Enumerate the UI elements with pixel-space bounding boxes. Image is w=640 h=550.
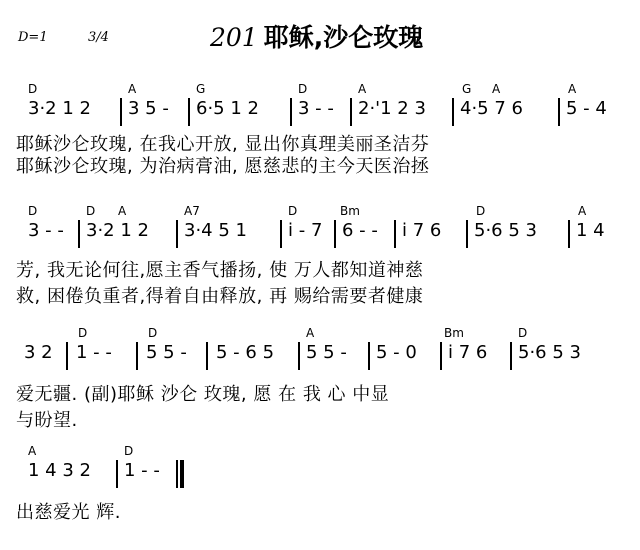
barline bbox=[78, 220, 80, 248]
final-barline-thick bbox=[180, 460, 184, 488]
key-signature: D=1 bbox=[18, 30, 48, 45]
lyric-verse-1: 耶稣沙仑玫瑰, 在我心开放, 显出你真理美丽圣洁芬 bbox=[16, 134, 430, 155]
chord: D bbox=[28, 204, 38, 218]
song-title-block bbox=[210, 18, 423, 54]
barline bbox=[66, 342, 68, 370]
measure: 5·6 5 3 bbox=[474, 220, 537, 241]
barline bbox=[188, 98, 190, 126]
measure: 5 - 0 bbox=[376, 342, 417, 363]
barline bbox=[350, 98, 352, 126]
measure: 3·2 1 2 bbox=[86, 220, 149, 241]
chord: A bbox=[358, 82, 367, 96]
measure: 5 5 - bbox=[146, 342, 187, 363]
measure: 1 - - bbox=[124, 460, 160, 481]
chord: Bm bbox=[444, 326, 464, 340]
measure: 5·6 5 3 bbox=[518, 342, 581, 363]
final-barline-thin bbox=[176, 460, 178, 488]
barline bbox=[176, 220, 178, 248]
measure: 4·5 7 6 bbox=[460, 98, 523, 119]
chord: A bbox=[128, 82, 137, 96]
lyric-verse-1: 出慈爱光 辉. bbox=[16, 502, 121, 523]
measure: 3 5 - bbox=[128, 98, 169, 119]
measure: 5 - 4 bbox=[566, 98, 607, 119]
lyric-verse-2: 与盼望. bbox=[16, 410, 78, 431]
measure: 3 - - bbox=[298, 98, 334, 119]
chord: A bbox=[118, 204, 127, 218]
chord: A bbox=[28, 444, 37, 458]
lyric-verse-2: 救, 困倦负重者,得着自由释放, 再 赐给需要者健康 bbox=[16, 286, 424, 307]
notation-row bbox=[0, 460, 640, 490]
measure: 5 5 - bbox=[306, 342, 347, 363]
barline bbox=[298, 342, 300, 370]
chord-row bbox=[0, 444, 640, 458]
chord-row bbox=[0, 326, 640, 340]
barline bbox=[510, 342, 512, 370]
barline bbox=[368, 342, 370, 370]
chord: A bbox=[306, 326, 315, 340]
chord: D bbox=[86, 204, 96, 218]
song-title: 耶稣,沙仑玫瑰 bbox=[263, 23, 424, 52]
chord: D bbox=[124, 444, 134, 458]
lyric-verse-1: 芳, 我无论何往,愿主香气播扬, 使 万人都知道神慈 bbox=[16, 260, 424, 281]
lyric-verse-2: 耶稣沙仑玫瑰, 为治病膏油, 愿慈悲的主今天医治拯 bbox=[16, 156, 430, 177]
chord: Bm bbox=[340, 204, 360, 218]
barline bbox=[280, 220, 282, 248]
notation-row bbox=[0, 98, 640, 128]
barline bbox=[558, 98, 560, 126]
barline bbox=[136, 342, 138, 370]
chord-row bbox=[0, 204, 640, 218]
chord: G bbox=[196, 82, 206, 96]
music-system-2 bbox=[0, 204, 640, 307]
chord: A bbox=[578, 204, 587, 218]
barline bbox=[394, 220, 396, 248]
chord: D bbox=[476, 204, 486, 218]
measure: i - 7 bbox=[288, 220, 323, 241]
barline bbox=[290, 98, 292, 126]
chord: D bbox=[288, 204, 298, 218]
notation-row bbox=[0, 342, 640, 372]
measure: i 7 6 bbox=[402, 220, 442, 241]
time-signature: 3/4 bbox=[88, 30, 109, 45]
measure: 1 4 3 2 bbox=[28, 460, 91, 481]
chord: G bbox=[462, 82, 472, 96]
chord: D bbox=[28, 82, 38, 96]
measure: 6 - - bbox=[342, 220, 378, 241]
barline bbox=[206, 342, 208, 370]
chord: D bbox=[298, 82, 308, 96]
music-system-3 bbox=[0, 326, 640, 431]
measure: 3·4 5 1 bbox=[184, 220, 247, 241]
measure: 6·5 1 2 bbox=[196, 98, 259, 119]
measure: 3 - - bbox=[28, 220, 64, 241]
barline bbox=[466, 220, 468, 248]
measure: 2·'1 2 3 bbox=[358, 98, 426, 119]
chord: A bbox=[492, 82, 501, 96]
measure: 5 - 6 5 bbox=[216, 342, 275, 363]
music-system-4 bbox=[0, 444, 640, 524]
lyric-verse-1: 爱无疆. (副)耶稣 沙仑 玫瑰, 愿 在 我 心 中显 bbox=[16, 384, 390, 405]
chord: A bbox=[568, 82, 577, 96]
measure: 1 - - bbox=[76, 342, 112, 363]
barline bbox=[440, 342, 442, 370]
chord: D bbox=[78, 326, 88, 340]
barline bbox=[568, 220, 570, 248]
barline bbox=[334, 220, 336, 248]
notation-row bbox=[0, 220, 640, 250]
barline bbox=[120, 98, 122, 126]
hymn-number: 201 bbox=[210, 23, 258, 52]
barline bbox=[452, 98, 454, 126]
barline bbox=[116, 460, 118, 488]
chord: D bbox=[518, 326, 528, 340]
chord-row bbox=[0, 82, 640, 96]
measure: i 7 6 bbox=[448, 342, 488, 363]
measure: 3·2 1 2 bbox=[28, 98, 91, 119]
measure: 3 2 bbox=[24, 342, 53, 363]
measure: 1 4 bbox=[576, 220, 605, 241]
chord: D bbox=[148, 326, 158, 340]
music-system-1 bbox=[0, 82, 640, 177]
chord: A7 bbox=[184, 204, 200, 218]
